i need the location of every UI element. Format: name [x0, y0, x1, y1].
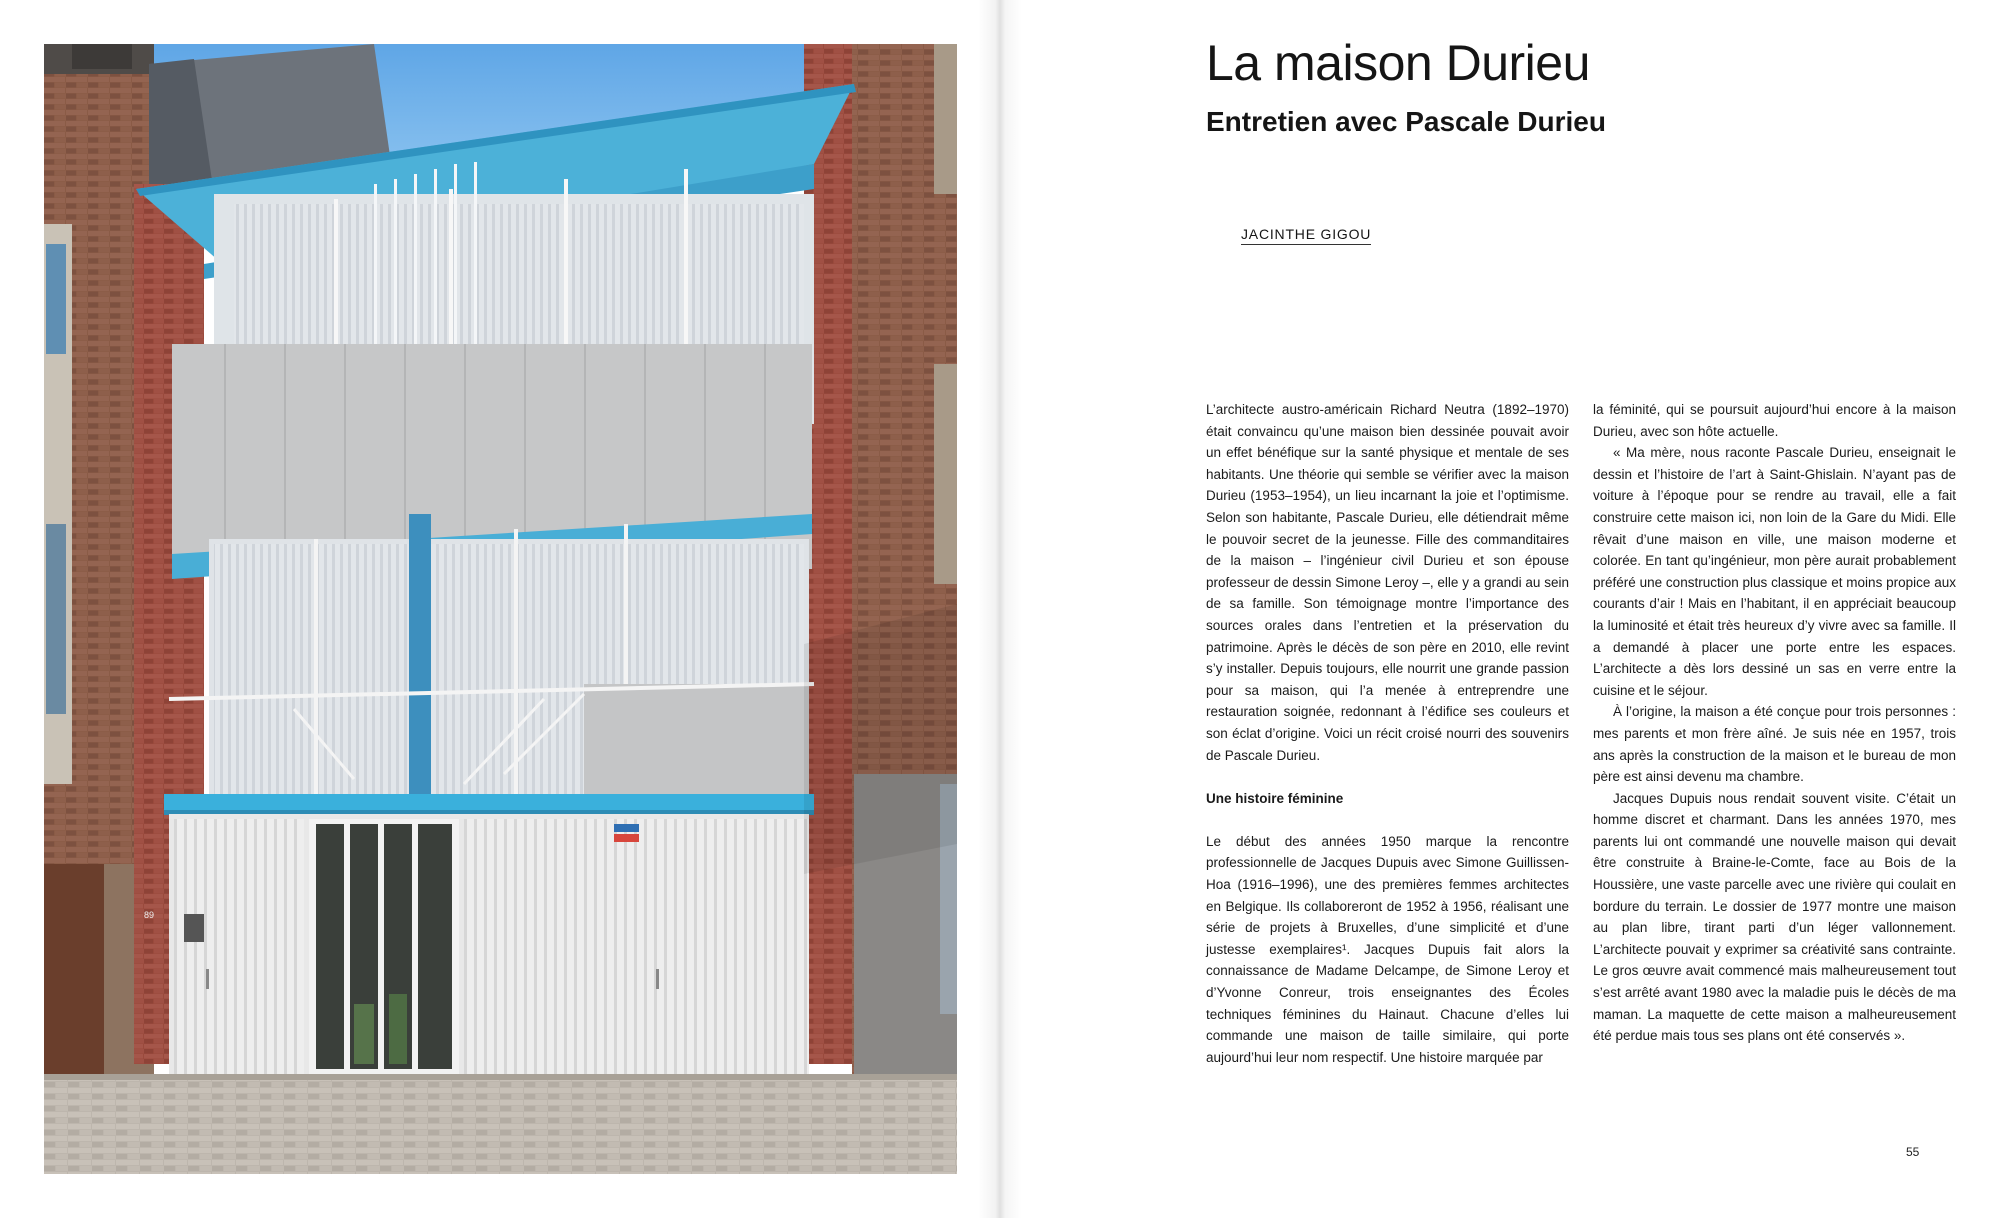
text-column-2: [1593, 399, 1956, 1047]
house-facade-photo: [44, 44, 957, 1174]
author-byline: JACINTHE GIGOU: [1241, 226, 1371, 245]
paragraph: la féminité, qui se poursuit aujourd’hui encore à la maison Durieu, avec son hôte actuelle.: [1593, 402, 1956, 439]
text-column-1: [1206, 399, 1569, 1068]
paragraph: À l’origine, la maison a été conçue pour trois personnes : mes parents et mon frère aîné. Je suis née en 1957, trois ans après la construction de la maison et le bureau de mon père est ainsi devenu ma chambre.: [1593, 704, 1956, 785]
paragraph: « Ma mère, nous raconte Pascale Durieu, enseignait le dessin et l’histoire de l’art à Saint-Ghislain. N’ayant pas de voiture à l’époque pour se rendre au travail, elle a fait construire cette maison ici, non loin de la Gare du Midi. Elle rêvait d’une maison en ville, une maison moderne et colorée. En tant qu’ingénieur, mon père aurait probablement préféré une construction plus classique et moins propice aux courants d’air ! Mais en l’habitant, il en appréciait beaucoup la luminosité et était très heureux d’y vivre avec sa famille. Il a demandé à placer une porte entre les espaces. L’architecte a dès lors dessiné un sas en verre entre la cuisine et le séjour.: [1593, 445, 1956, 698]
house-number: 89: [144, 910, 155, 920]
paragraph: L’architecte austro-américain Richard Neutra (1892–1970) était convaincu qu’une maison bien dessinée pouvait avoir un effet bénéfique sur la santé physique et mentale de ses habitants. Une théorie qui semble se vérifier avec la maison Durieu (1953–1954), un lieu incarnant la joie et l’optimisme. Selon son habitante, Pascale Durieu, elle détiendrait même le pouvoir secret de la jeunesse. Fille des commanditaires de la maison – l’ingénieur civil Durieu et son épouse professeur de dessin Simone Leroy –, elle y a grandi au sein de sa famille. Son témoignage montre l’importance des sources orales dans l’entretien et la préservation du patrimoine. Après le décès de son père en 2010, elle revint s’y installer. Depuis toujours, elle nourrit une grande passion pour sa maison, qui l’a menée à entreprendre une restauration soignée, redonnant à l’édifice ses couleurs et son éclat d’origine. Voici un récit croisé nourri des souvenirs de Pascale Durieu.: [1206, 402, 1569, 763]
article-subtitle: Entretien avec Pascale Durieu: [1206, 106, 1606, 137]
article-title: La maison Durieu: [1206, 35, 1590, 91]
paragraph: Le début des années 1950 marque la rencontre professionnelle de Jacques Dupuis avec Simone Guillissen-Hoa (1916–1996), une des premières femmes architectes en Belgique. Ils collaboreront de 1952 à 1956, réalisant une série de projets à Bruxelles, d’une simplicité et d’une justesse exemplaires¹. Jacques Dupuis fait alors la connaissance de Madame Delcampe, de Simone Leroy et d’Yvonne Conreur, trois enseignantes des Écoles techniques féminines du Hainaut. Chacune d’elles lui commande une maison de taille similaire, qui porte aujourd’hui leur nom respectif. Une histoire marquée par: [1206, 833, 1569, 1065]
page-number: 55: [1906, 1145, 1920, 1159]
paragraph: Jacques Dupuis nous rendait souvent visite. C’était un homme discret et charmant. Dans les années 1970, mes parents lui ont commandé une nouvelle maison qui devait être construite à Braine-le-Comte, face au Bois de la Houssière, une vaste parcelle avec une rivière qui coulait en bordure du terrain. Le dossier de 1977 montre une maison au plan libre, tirant parti d’un léger vallonnement. L’architecte pouvait y exprimer sa créativité sans contrainte. Le gros œuvre avait commencé mais malheureusement tout s’est arrêté avant 1980 avec la maladie puis le décès de ma maman. La maquette de cette maison a malheureusement été perdue mais tous ses plans ont été conservés ».: [1593, 790, 1956, 1044]
section-heading: Une histoire féminine: [1206, 790, 1344, 806]
